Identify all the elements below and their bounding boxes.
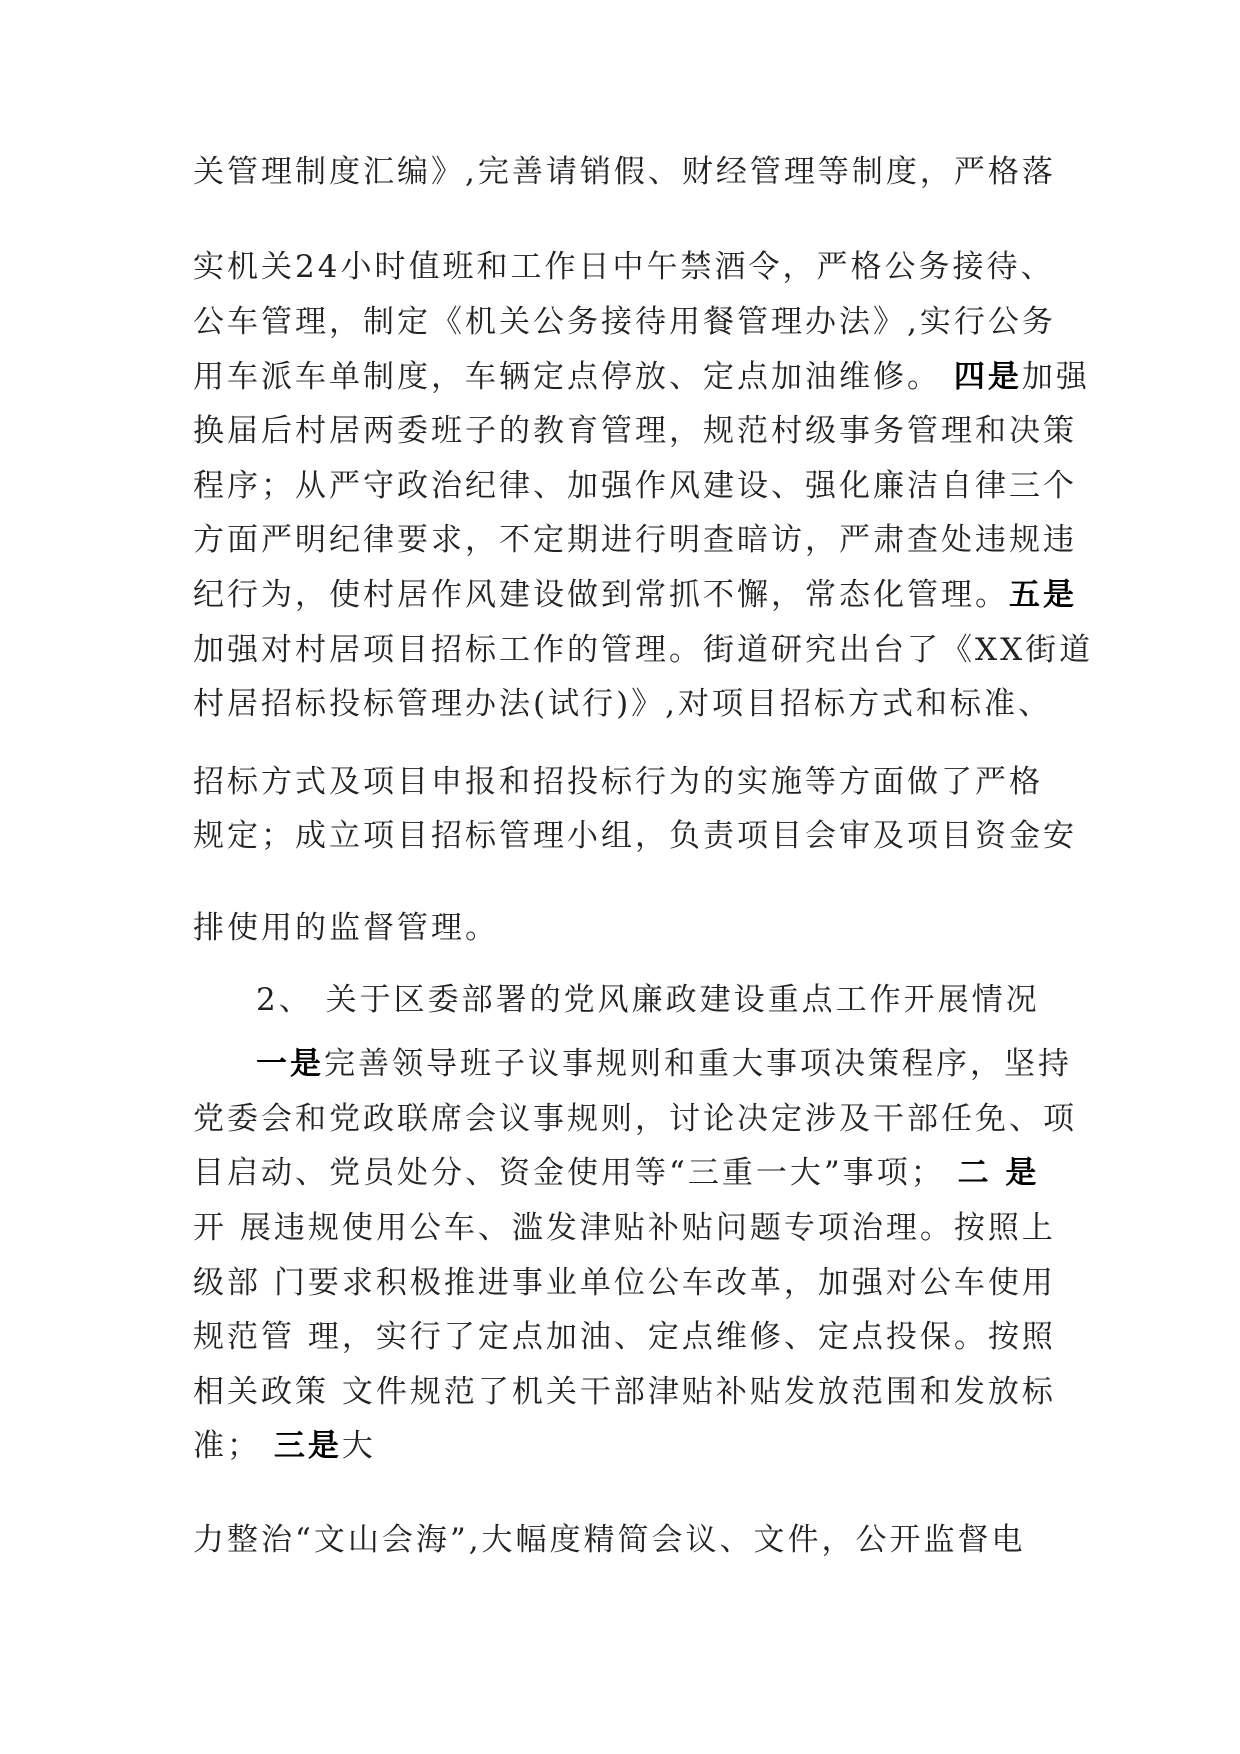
text-segment: 规范管 理，实行了定点加油、定点维修、定点投保。按照 xyxy=(193,1319,1056,1355)
text-line xyxy=(193,357,1090,397)
text-line xyxy=(193,247,1053,287)
text-segment: 实机关24小时值班和工作日中午禁酒令，严格公务接待、 xyxy=(193,249,1055,285)
text-segment: 用车派车单制度，车辆定点停放、定点加油维修。 xyxy=(193,359,954,395)
text-line xyxy=(193,684,1053,724)
text-line xyxy=(193,575,1077,615)
bold-label: 一是 xyxy=(256,1046,324,1082)
bold-label: 五是 xyxy=(1009,577,1077,613)
text-line xyxy=(193,1426,1053,1466)
text-line xyxy=(193,1153,1053,1193)
text-segment: 大 xyxy=(341,1428,376,1464)
text-line xyxy=(193,302,1056,342)
text-segment: 目启动、党员处分、资金使用等“三重一大”事项； xyxy=(193,1155,958,1191)
text-line xyxy=(193,152,1056,192)
text-line xyxy=(193,816,1077,856)
text-line xyxy=(256,980,1116,1020)
text-line xyxy=(193,1263,1056,1303)
text-line xyxy=(193,908,1053,948)
text-segment: 换届后村居两委班子的教育管理，规范村级事务管理和决策 xyxy=(193,413,1077,449)
text-segment: 纪行为，使村居作风建设做到常抓不懈，常态化管理。 xyxy=(193,577,1009,613)
text-segment: 党委会和党政联席会议事规则，讨论决定涉及干部任免、项 xyxy=(193,1101,1077,1137)
text-segment: 公车管理，制定《机关公务接待用餐管理办法》,实行公务 xyxy=(193,304,1056,340)
text-line xyxy=(193,1317,1056,1357)
text-segment: 力整治“文山会海”,大幅度精简会议、文件，公开监督电 xyxy=(193,1522,1026,1558)
text-line xyxy=(193,1520,1053,1560)
text-segment: 加强对村居项目招标工作的管理。街道研究出台了《XX街道 xyxy=(193,632,1094,668)
text-segment: 准； xyxy=(193,1428,274,1464)
text-segment: 加强 xyxy=(1021,359,1090,395)
bold-label: 四是 xyxy=(953,359,1022,395)
text-segment: 方面严明纪律要求，不定期进行明查暗访，严肃查处违规违 xyxy=(193,522,1077,558)
text-segment: 排使用的监督管理。 xyxy=(193,910,499,946)
text-line xyxy=(256,1044,1116,1084)
text-line xyxy=(193,520,1077,560)
text-line xyxy=(193,762,1053,802)
text-line xyxy=(193,630,1094,670)
text-segment: 规定；成立项目招标管理小组，负责项目会审及项目资金安 xyxy=(193,818,1077,854)
text-segment: 程序；从严守政治纪律、加强作风建设、强化廉洁自律三个 xyxy=(193,468,1077,504)
bold-label: 三是 xyxy=(273,1428,342,1464)
text-segment: 村居招标投标管理办法(试行)》,对项目招标方式和标准、 xyxy=(193,686,1053,722)
text-segment: 完善领导班子议事规则和重大事项决策程序，坚持 xyxy=(324,1046,1072,1082)
text-segment: 关管理制度汇编》,完善请销假、财经管理等制度，严格落 xyxy=(193,154,1056,190)
text-line xyxy=(193,1208,1056,1248)
text-segment: 招标方式及项目申报和招投标行为的实施等方面做了严格 xyxy=(193,764,1043,800)
text-segment: 2、 关于区委部署的党风廉政建设重点工作开展情况 xyxy=(256,982,1040,1018)
text-segment: 相关政策 文件规范了机关干部津贴补贴发放范围和发放标 xyxy=(193,1374,1056,1410)
bold-label: 二 是 xyxy=(957,1155,1040,1191)
text-line xyxy=(193,466,1077,506)
text-line xyxy=(193,411,1077,451)
text-segment: 级部 门要求积极推进事业单位公车改革，加强对公车使用 xyxy=(193,1265,1056,1301)
text-segment: 开 展违规使用公车、滥发津贴补贴问题专项治理。按照上 xyxy=(193,1210,1056,1246)
text-line xyxy=(193,1099,1077,1139)
text-line xyxy=(193,1372,1056,1412)
